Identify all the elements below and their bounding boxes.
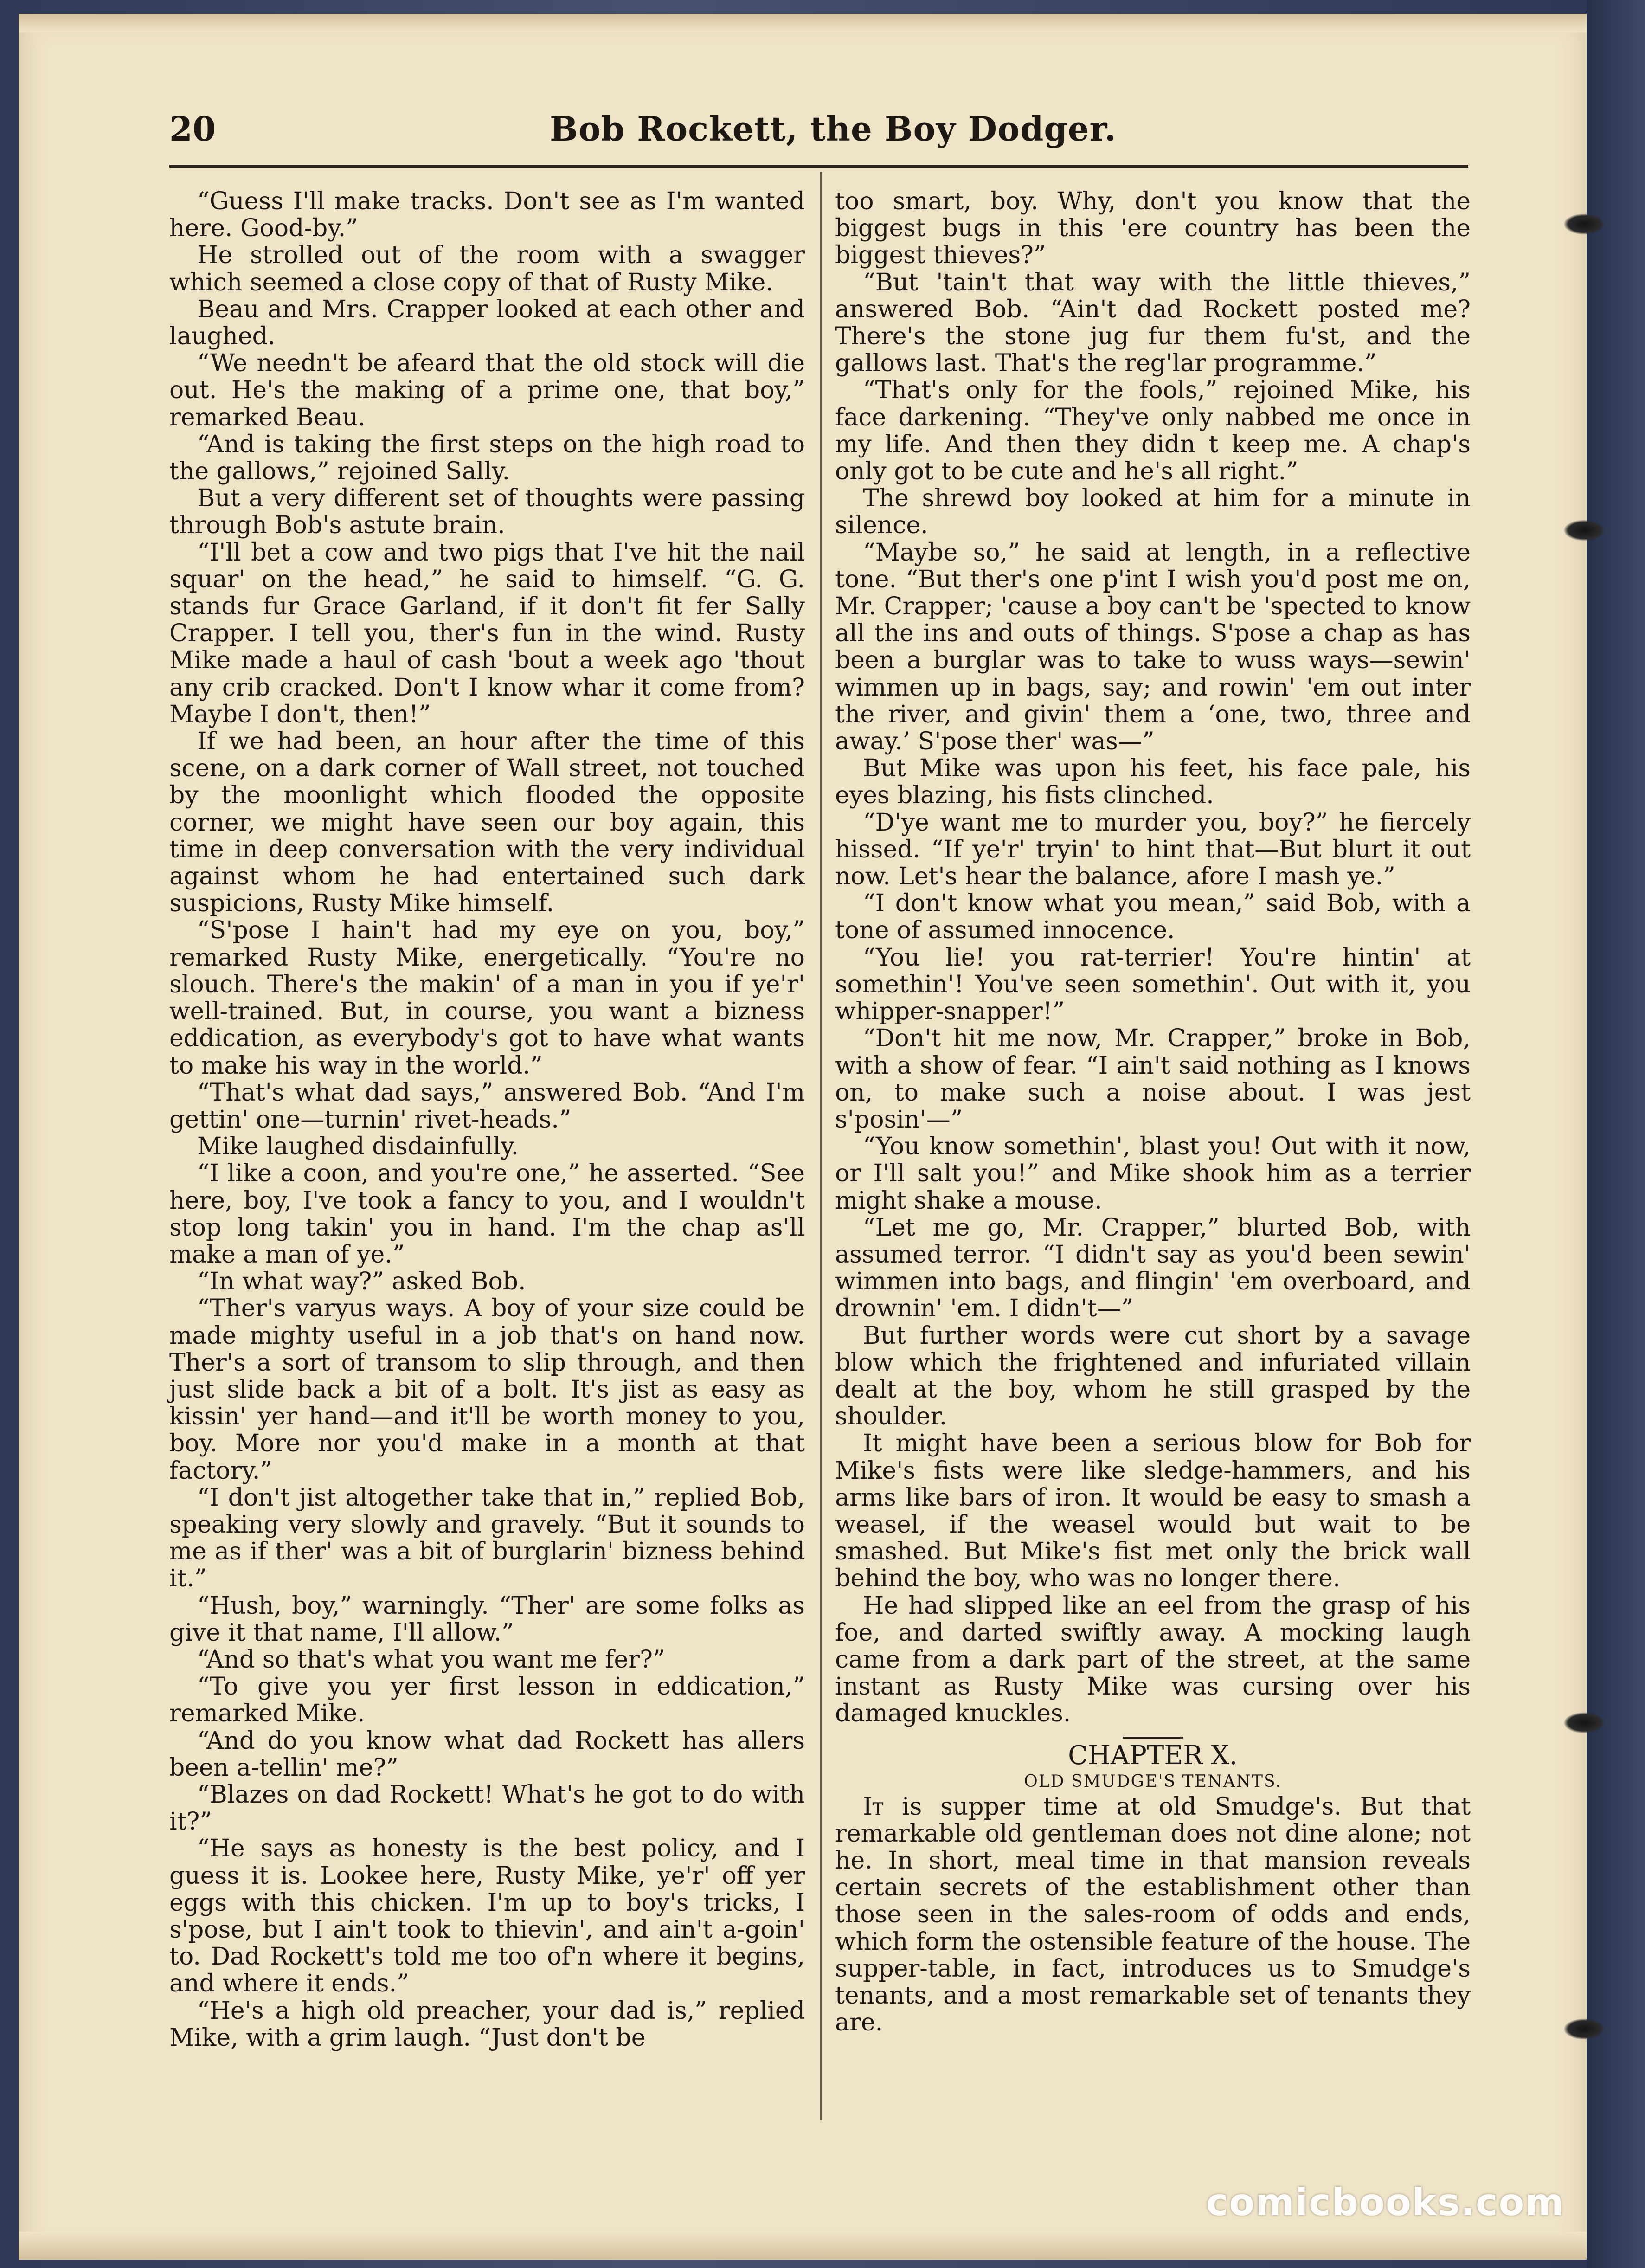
paragraph: “Let me go, Mr. Crapper,” blurted Bob, with assumed terror. “I didn't say as you'd been sewin' wimmen into bags, and flingin' 'em overboard, and drownin' 'em. I didn't—” bbox=[835, 1213, 1471, 1323]
paragraph: “In what way?” asked Bob. bbox=[197, 1268, 526, 1296]
paragraph: “I don't jist altogether take that in,” replied Bob, speaking very slowly and gravely. “But it sounds to me as if ther' was a bit of burglarin' bizness behind it.” bbox=[169, 1483, 805, 1593]
binding-hole bbox=[1563, 213, 1605, 235]
chapter-title: CHAPTER X. bbox=[1068, 1740, 1238, 1771]
paragraph: “But 'tain't that way with the little thieves,” answered Bob. “Ain't dad Rockett posted me? There's the stone jug fur them fu'st, and the gallows last. That's the reg'lar programme.” bbox=[835, 268, 1471, 378]
binding-hole bbox=[1563, 2018, 1605, 2040]
paragraph: “Maybe so,” he said at length, in a reflective tone. “But ther's one p'int I wish you'd post me on, Mr. Crapper; 'cause a boy can't be 'spected to know all the ins and outs of things. S'pose a chap as has been a burglar was to take to wuss ways—sewin' wimmen up in bags, say; and rowin' 'em out inter the river, and givin' them a ‘one, two, three and away.’ S'pose ther' was—” bbox=[835, 538, 1471, 756]
paragraph: “We needn't be afeard that the old stock will die out. He's the making of a prime one, that boy,” remarked Beau. bbox=[169, 349, 805, 432]
paragraph: The shrewd boy looked at him for a minute in silence. bbox=[835, 484, 1471, 540]
paragraph: “Guess I'll make tracks. Don't see as I'm wanted here. Good-by.” bbox=[169, 187, 805, 243]
paragraph: “He's a high old preacher, your dad is,” replied Mike, with a grim laugh. “Just don't be bbox=[169, 1997, 805, 2052]
chapter-paragraph-text: is supper time at old Smudge's. But that remarkable old gentleman does not dine alone; not he. In short, meal time in that mansion reveals certain secrets of the establishment other than those seen in the sales-room of odds and ends, which form the ostensible feature of the house. The supper-table, in fact, introduces us to Smudge's tenants, and a most remarkable set of tenants they are. bbox=[835, 1792, 1471, 2037]
paragraph: He strolled out of the room with a swagger which seemed a close copy of that of Rusty Mike. bbox=[169, 241, 805, 296]
paragraph: “Hush, boy,” warningly. “Ther' are some folks as give it that name, I'll allow.” bbox=[169, 1591, 805, 1647]
chapter-separator bbox=[1123, 1737, 1183, 1739]
paragraph: “S'pose I hain't had my eye on you, boy,” remarked Rusty Mike, energetically. “You're no slouch. There's the makin' of a man in you if ye'r' well-trained. But, in course, you want a bizness eddication, as everybody's got to have what wants to make his way in the world.” bbox=[169, 916, 805, 1080]
paragraph: “You lie! you rat-terrier! You're hintin' at somethin'! You've seen somethin'. Out with it, you whipper-snapper!” bbox=[835, 943, 1471, 1026]
paragraph: “I like a coon, and you're one,” he asserted. “See here, boy, I've took a fancy to you, and I wouldn't stop long takin' you in hand. I'm the chap as'll make a man of ye.” bbox=[169, 1160, 805, 1269]
paragraph: If we had been, an hour after the time of this scene, on a dark corner of Wall street, not touched by the moonlight which flooded the opposite corner, we might have seen our boy again, this time in deep conversation with the very individual against whom he had entertained such dark suspicions, Rusty Mike himself. bbox=[169, 728, 805, 918]
paragraph: But Mike was upon his feet, his face pale, his eyes blazing, his fists clinched. bbox=[835, 754, 1471, 810]
page-header bbox=[169, 104, 1468, 160]
paragraph: “You know somethin', blast you! Out with it now, or I'll salt you!” and Mike shook him as a terrier might shake a mouse. bbox=[835, 1133, 1471, 1215]
paragraph: “And is taking the first steps on the high road to the gallows,” rejoined Sally. bbox=[169, 430, 805, 486]
paragraph: Mike laughed disdainfully. bbox=[197, 1133, 519, 1161]
paragraph: “That's only for the fools,” rejoined Mike, his face darkening. “They've only nabbed me once in my life. And then they didn t keep me. A chap's only got to be cute and he's all right.” bbox=[835, 376, 1471, 486]
watermark: comicbooks.com bbox=[1206, 2181, 1565, 2224]
chapter-subtitle: OLD SMUDGE'S TENANTS. bbox=[1024, 1772, 1282, 1791]
paragraph: Beau and Mrs. Crapper looked at each other and laughed. bbox=[169, 295, 805, 351]
binding-hole bbox=[1563, 520, 1605, 541]
chapter-opening-paragraph bbox=[835, 1793, 1471, 2036]
right-column bbox=[835, 188, 1471, 2036]
paragraph: But further words were cut short by a savage blow which the frightened and infuriated villain dealt at the boy, whom he still grasped by the shoulder. bbox=[835, 1321, 1471, 1431]
paragraph: “And so that's what you want me fer?” bbox=[197, 1645, 665, 1674]
paragraph: “Blazes on dad Rockett! What's he got to do with it?” bbox=[169, 1780, 805, 1836]
paragraph: But a very different set of thoughts were passing through Bob's astute brain. bbox=[169, 484, 805, 540]
running-title: Bob Rockett, the Boy Dodger. bbox=[550, 109, 1117, 148]
paragraph: It might have been a serious blow for Bob for Mike's fists were like sledge-hammers, and his arms like bars of iron. It would be easy to smash a weasel, if the weasel would but wait to be smashed. But Mike's fist met only the brick wall behind the boy, who was no longer there. bbox=[835, 1430, 1471, 1593]
paragraph: “Ther's varyus ways. A boy of your size could be made mighty useful in a job that's on hand now. Ther's a sort of transom to slip through, and then just slide back a bit of a bolt. It's jist as easy as kissin' yer hand—and it'll be worth money to you, boy. More nor you'd make in a month at that factory.” bbox=[169, 1295, 805, 1485]
paragraph: “I don't know what you mean,” said Bob, with a tone of assumed innocence. bbox=[835, 889, 1471, 945]
page-number: 20 bbox=[169, 109, 216, 148]
binding-edge bbox=[1587, 0, 1645, 2268]
column-divider bbox=[820, 172, 822, 2120]
left-column bbox=[169, 188, 805, 2051]
paragraph: “I'll bet a cow and two pigs that I've hit the nail squar' on the head,” he said to himself. “G. G. stands fur Grace Garland, if it don't fit fer Sally Crapper. I tell you, ther's fun in the wind. Rusty Mike made a haul of cash 'bout a week ago 'thout any crib cracked. Don't I know whar it come from? Maybe I don't, then!” bbox=[169, 538, 805, 728]
paragraph: “And do you know what dad Rockett has allers been a-tellin' me?” bbox=[169, 1727, 805, 1782]
paragraph: “That's what dad says,” answered Bob. “And I'm gettin' one—turnin' rivet-heads.” bbox=[169, 1078, 805, 1134]
binding-hole bbox=[1563, 1712, 1605, 1733]
paragraph: “To give you yer first lesson in eddication,” remarked Mike. bbox=[169, 1673, 805, 1728]
paragraph: too smart, boy. Why, don't you know that the biggest bugs in this 'ere country has been the biggest thieves?” bbox=[835, 187, 1471, 270]
paragraph: “Don't hit me now, Mr. Crapper,” broke in Bob, with a show of fear. “I ain't said nothing as I knows on, to make such a noise about. I was jest s'posin'—” bbox=[835, 1024, 1471, 1134]
paragraph: He had slipped like an eel from the grasp of his foe, and darted swiftly away. A mocking laugh came from a dark part of the street, at the same instant as Rusty Mike was cursing over his damaged knuckles. bbox=[835, 1591, 1471, 1728]
paragraph: “D'ye want me to murder you, boy?” he fiercely hissed. “If ye'r' tryin' to hint that—But blurt it out now. Let's hear the balance, afore I mash ye.” bbox=[835, 808, 1471, 891]
paragraph: “He says as honesty is the best policy, and I guess it is. Lookee here, Rusty Mike, ye'r' off yer eggs with this chicken. I'm up to boy's tricks, I s'pose, but I ain't took to thievin', and ain't a-goin' to. Dad Rockett's told me too of'n where it begins, and where it ends.” bbox=[169, 1835, 805, 1998]
chapter-first-word: It bbox=[863, 1792, 884, 1821]
header-rule bbox=[169, 165, 1468, 168]
